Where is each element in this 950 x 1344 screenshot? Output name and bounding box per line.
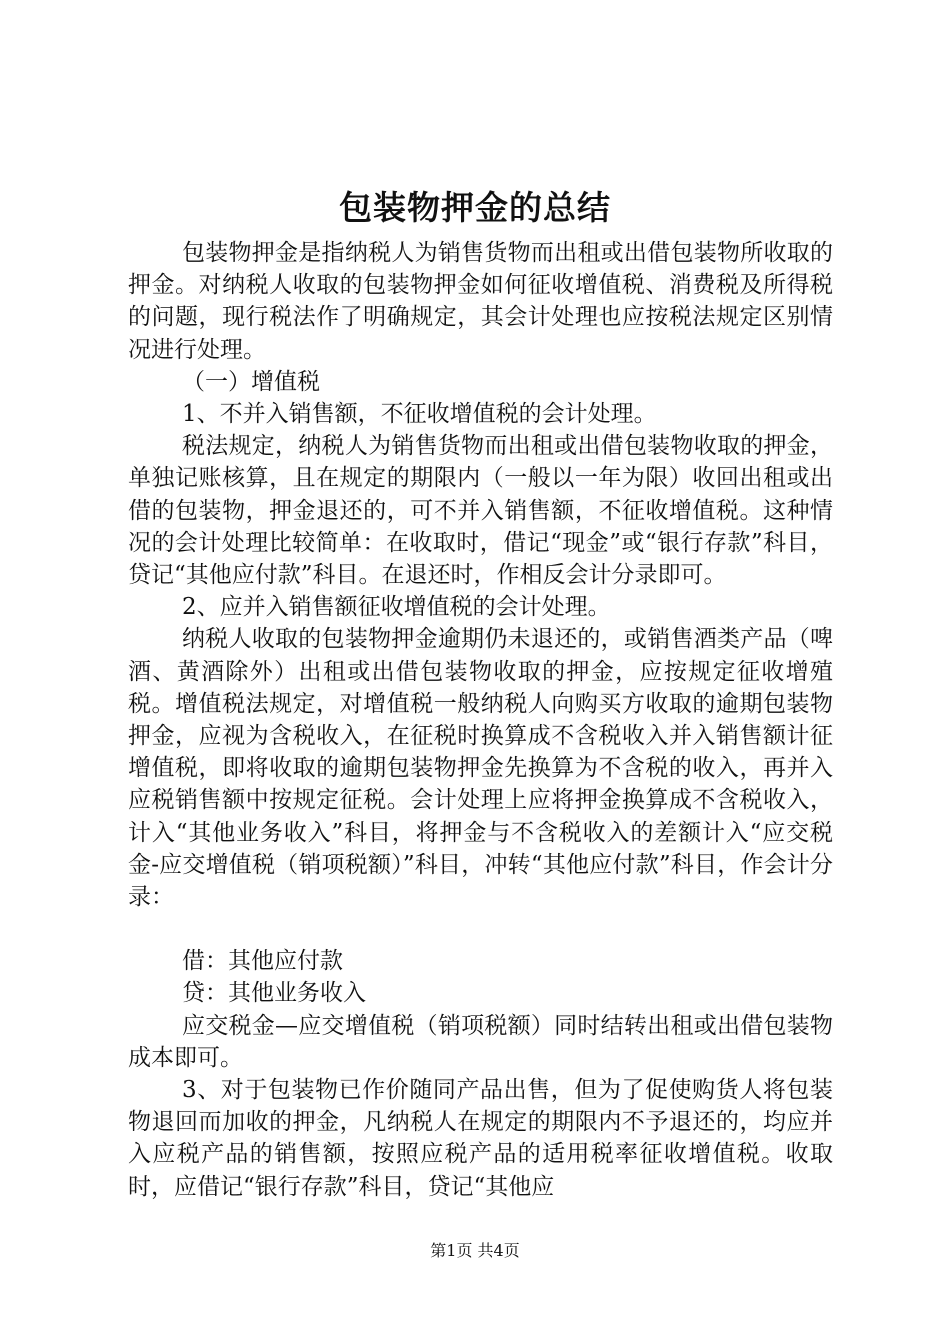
- journal-entry-vat: 应交税金—应交增值税（销项税额）同时结转出租或出借包装物成本即可。: [128, 1012, 833, 1071]
- paragraph-intro: 包装物押金是指纳税人为销售货物而出租或出借包装物所收取的押金。对纳税人收取的包装物押金如何征收增值税、消费税及所得税的问题，现行税法作了明确规定，其会计处理也应按税法规定区别情况进行处理。: [128, 240, 833, 363]
- journal-entry-debit: 借：其他应付款: [182, 948, 343, 975]
- subheading-1: 1、不并入销售额，不征收增值税的会计处理。: [182, 401, 657, 428]
- paragraph-rule-2: 纳税人收取的包装物押金逾期仍未退还的，或销售酒类产品（啤酒、黄酒除外）出租或出借包装物收取的押金，应按规定征收增殖税。增值税法规定，对增值税一般纳税人向购买方收取的逾期包装物押金，应视为含税收入，在征税时换算成不含税收入并入销售额计征增值税，即将收取的逾期包装物押金先换算为不含税的收入，再并入应税销售额中按规定征税。会计处理上应将押金换算成不含税收入，计入“其他业务收入”科目，将押金与不含税收入的差额计入“应交税金-应交增值税（销项税额）”科目，冲转“其他应付款”科目，作会计分录：: [128, 626, 833, 911]
- section-heading-vat: （一）增值税: [182, 368, 320, 395]
- page-number-footer: 第1页 共4页: [430, 1241, 520, 1260]
- document-title: 包装物押金的总结: [339, 188, 611, 227]
- journal-entry-credit: 贷：其他业务收入: [182, 980, 366, 1007]
- subheading-2: 2、应并入销售额征收增值税的会计处理。: [182, 594, 611, 621]
- paragraph-rule-1: 税法规定，纳税人为销售货物而出租或出借包装物收取的押金，单独记账核算，且在规定的期限内（一般以一年为限）收回出租或出借的包装物，押金退还的，可不并入销售额，不征收增值税。这种情况的会计处理比较简单：在收取时，借记“现金”或“银行存款”科目，贷记“其他应付款”科目。在退还时，作相反会计分录即可。: [128, 433, 833, 589]
- paragraph-rule-3: 3、对于包装物已作价随同产品出售，但为了促使购货人将包装物退回而加收的押金，凡纳税人在规定的期限内不予退还的，均应并入应税产品的销售额，按照应税产品的适用税率征收增值税。收取时，应借记“银行存款”科目，贷记“其他应: [128, 1077, 833, 1200]
- blank-line: [128, 913, 833, 945]
- document-body: [128, 237, 833, 1203]
